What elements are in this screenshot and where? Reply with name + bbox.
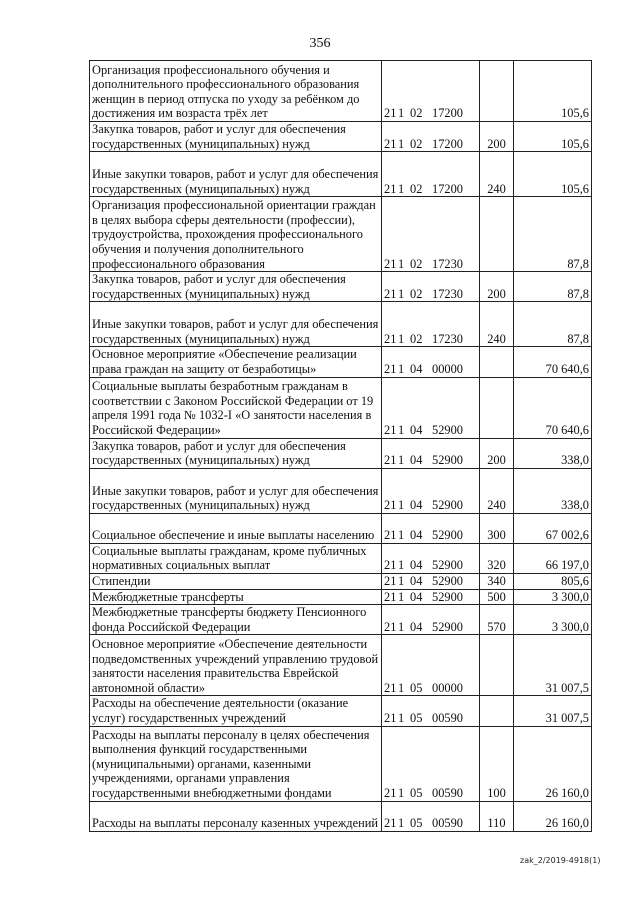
code-part: 21 [384, 422, 397, 437]
code-part: 1 [398, 136, 405, 151]
table-row [90, 573, 592, 589]
code-part: 52900 [432, 619, 463, 634]
expense-type-code: 240 [480, 152, 514, 197]
expense-type-code: 200 [480, 438, 514, 468]
code-part: 17200 [432, 181, 463, 196]
code-part: 1 [398, 785, 405, 800]
code-part: 17200 [432, 106, 463, 121]
code-part: 04 [410, 498, 423, 513]
code-part: 21 [384, 498, 397, 513]
code-part: 21 [384, 256, 397, 271]
code-part: 21 [384, 331, 397, 346]
code-part: 17230 [432, 286, 463, 301]
code-part: 00000 [432, 361, 463, 376]
target-article-code [382, 438, 480, 468]
table-row [90, 122, 592, 152]
code-part: 21 [384, 528, 397, 543]
item-name: Основное мероприятие «Обеспечение реализации права граждан на защиту от безработицы» [90, 347, 382, 377]
code-part: 1 [398, 422, 405, 437]
expense-type-code [480, 377, 514, 438]
code-part: 52900 [432, 422, 463, 437]
code-part: 1 [398, 680, 405, 695]
item-name: Межбюджетные трансферты бюджету Пенсионного фонда Российской Федерации [90, 605, 382, 635]
item-name: Расходы на выплаты персоналу казенных учреждений [90, 801, 382, 831]
code-part: 02 [410, 106, 423, 121]
item-name: Закупка товаров, работ и услуг для обеспечения государственных (муниципальных) нужд [90, 438, 382, 468]
amount: 67 002,6 [514, 513, 592, 543]
code-part: 05 [410, 785, 423, 800]
code-part: 1 [398, 710, 405, 725]
table-row [90, 377, 592, 438]
amount: 26 160,0 [514, 801, 592, 831]
amount: 66 197,0 [514, 543, 592, 573]
table-row [90, 302, 592, 347]
code-part: 1 [398, 181, 405, 196]
target-article-code [382, 513, 480, 543]
expense-type-code: 240 [480, 302, 514, 347]
target-article-code [382, 696, 480, 726]
table-row [90, 272, 592, 302]
code-part: 1 [398, 331, 405, 346]
table-row [90, 513, 592, 543]
amount: 87,8 [514, 272, 592, 302]
code-part: 21 [384, 558, 397, 573]
code-part: 04 [410, 361, 423, 376]
expense-type-code: 340 [480, 573, 514, 589]
item-name: Расходы на выплаты персоналу в целях обеспечения выполнения функций государственными (муниципальными) органами, казенными учреждениями, органами управления государственными внебюджетными фондами [90, 726, 382, 801]
code-part: 04 [410, 453, 423, 468]
code-part: 1 [398, 361, 405, 376]
expense-type-code: 500 [480, 589, 514, 605]
table-row [90, 347, 592, 377]
amount: 87,8 [514, 197, 592, 272]
expense-type-code: 110 [480, 801, 514, 831]
table-row [90, 635, 592, 696]
code-part: 21 [384, 785, 397, 800]
amount: 70 640,6 [514, 347, 592, 377]
item-name: Организация профессиональной ориентации граждан в целях выбора сферы деятельности (профессии), трудоустройства, прохождения профессионального обучения и получения дополнительного профессионального образования [90, 197, 382, 272]
code-part: 1 [398, 558, 405, 573]
code-part: 21 [384, 361, 397, 376]
table-row [90, 589, 592, 605]
item-name: Расходы на обеспечение деятельности (оказание услуг) государственных учреждений [90, 696, 382, 726]
code-part: 17230 [432, 256, 463, 271]
item-name: Организация профессионального обучения и дополнительного профессионального образования женщин в период отпуска по уходу за ребёнком до достижения им возраста трёх лет [90, 61, 382, 122]
code-part: 04 [410, 619, 423, 634]
code-part: 05 [410, 710, 423, 725]
item-name: Иные закупки товаров, работ и услуг для обеспечения государственных (муниципальных) нужд [90, 152, 382, 197]
target-article-code [382, 726, 480, 801]
code-part: 1 [398, 498, 405, 513]
code-part: 21 [384, 573, 397, 588]
code-part: 52900 [432, 589, 463, 604]
target-article-code [382, 197, 480, 272]
expense-type-code: 570 [480, 605, 514, 635]
code-part: 21 [384, 619, 397, 634]
table-row [90, 152, 592, 197]
item-name: Закупка товаров, работ и услуг для обеспечения государственных (муниципальных) нужд [90, 272, 382, 302]
target-article-code [382, 635, 480, 696]
target-article-code [382, 122, 480, 152]
code-part: 21 [384, 710, 397, 725]
expense-type-code [480, 61, 514, 122]
page-number: 356 [309, 36, 331, 51]
code-part: 21 [384, 680, 397, 695]
expense-type-code: 100 [480, 726, 514, 801]
amount: 31 007,5 [514, 635, 592, 696]
target-article-code [382, 377, 480, 438]
amount: 31 007,5 [514, 696, 592, 726]
code-part: 00590 [432, 785, 463, 800]
code-part: 04 [410, 589, 423, 604]
item-name: Социальные выплаты безработным гражданам в соответствии с Законом Российской Федерации от 19 апреля 1991 года № 1032-I «О занятости населения в Российской Федерации» [90, 377, 382, 438]
table-row [90, 468, 592, 513]
target-article-code [382, 272, 480, 302]
code-part: 1 [398, 453, 405, 468]
document-code: zak_2/2019-4918(1) [520, 856, 601, 865]
code-part: 52900 [432, 558, 463, 573]
code-part: 02 [410, 136, 423, 151]
amount: 26 160,0 [514, 726, 592, 801]
code-part: 52900 [432, 453, 463, 468]
code-part: 21 [384, 815, 397, 830]
code-part: 17230 [432, 331, 463, 346]
code-part: 04 [410, 558, 423, 573]
expense-type-code: 240 [480, 468, 514, 513]
item-name: Социальное обеспечение и иные выплаты населению [90, 513, 382, 543]
code-part: 1 [398, 256, 405, 271]
code-part: 00000 [432, 680, 463, 695]
table-row [90, 438, 592, 468]
amount: 3 300,0 [514, 589, 592, 605]
code-part: 05 [410, 815, 423, 830]
expense-type-code: 320 [480, 543, 514, 573]
table-row [90, 543, 592, 573]
amount: 805,6 [514, 573, 592, 589]
amount: 87,8 [514, 302, 592, 347]
code-part: 52900 [432, 573, 463, 588]
target-article-code [382, 801, 480, 831]
target-article-code [382, 605, 480, 635]
amount: 3 300,0 [514, 605, 592, 635]
amount: 338,0 [514, 468, 592, 513]
target-article-code [382, 589, 480, 605]
code-part: 02 [410, 286, 423, 301]
code-part: 04 [410, 528, 423, 543]
item-name: Иные закупки товаров, работ и услуг для обеспечения государственных (муниципальных) нужд [90, 468, 382, 513]
expense-type-code: 200 [480, 272, 514, 302]
expense-type-code [480, 347, 514, 377]
code-part: 1 [398, 589, 405, 604]
expense-type-code [480, 696, 514, 726]
table-row [90, 696, 592, 726]
code-part: 00590 [432, 710, 463, 725]
amount: 105,6 [514, 61, 592, 122]
code-part: 1 [398, 528, 405, 543]
expense-type-code [480, 635, 514, 696]
target-article-code [382, 468, 480, 513]
target-article-code [382, 61, 480, 122]
target-article-code [382, 152, 480, 197]
target-article-code [382, 347, 480, 377]
expense-type-code [480, 197, 514, 272]
expense-type-code: 300 [480, 513, 514, 543]
code-part: 1 [398, 286, 405, 301]
code-part: 52900 [432, 498, 463, 513]
code-part: 21 [384, 106, 397, 121]
code-part: 1 [398, 106, 405, 121]
code-part: 21 [384, 286, 397, 301]
code-part: 05 [410, 680, 423, 695]
code-part: 17200 [432, 136, 463, 151]
code-part: 21 [384, 181, 397, 196]
item-name: Основное мероприятие «Обеспечение деятельности подведомственных учреждений управлению трудовой занятости населения правительства Еврейской автономной области» [90, 635, 382, 696]
budget-table [89, 60, 592, 832]
code-part: 02 [410, 256, 423, 271]
code-part: 04 [410, 422, 423, 437]
amount: 105,6 [514, 122, 592, 152]
code-part: 52900 [432, 528, 463, 543]
code-part: 04 [410, 573, 423, 588]
item-name: Стипендии [90, 573, 382, 589]
item-name: Социальные выплаты гражданам, кроме публичных нормативных социальных выплат [90, 543, 382, 573]
target-article-code [382, 573, 480, 589]
code-part: 02 [410, 331, 423, 346]
table-row [90, 801, 592, 831]
table-row [90, 61, 592, 122]
code-part: 02 [410, 181, 423, 196]
amount: 338,0 [514, 438, 592, 468]
table-row [90, 726, 592, 801]
code-part: 21 [384, 589, 397, 604]
code-part: 1 [398, 815, 405, 830]
table-row [90, 197, 592, 272]
target-article-code [382, 302, 480, 347]
code-part: 21 [384, 453, 397, 468]
item-name: Иные закупки товаров, работ и услуг для обеспечения государственных (муниципальных) нужд [90, 302, 382, 347]
code-part: 21 [384, 136, 397, 151]
code-part: 1 [398, 619, 405, 634]
code-part: 00590 [432, 815, 463, 830]
target-article-code [382, 543, 480, 573]
expense-type-code: 200 [480, 122, 514, 152]
amount: 70 640,6 [514, 377, 592, 438]
amount: 105,6 [514, 152, 592, 197]
code-part: 1 [398, 573, 405, 588]
item-name: Закупка товаров, работ и услуг для обеспечения государственных (муниципальных) нужд [90, 122, 382, 152]
table-row [90, 605, 592, 635]
item-name: Межбюджетные трансферты [90, 589, 382, 605]
